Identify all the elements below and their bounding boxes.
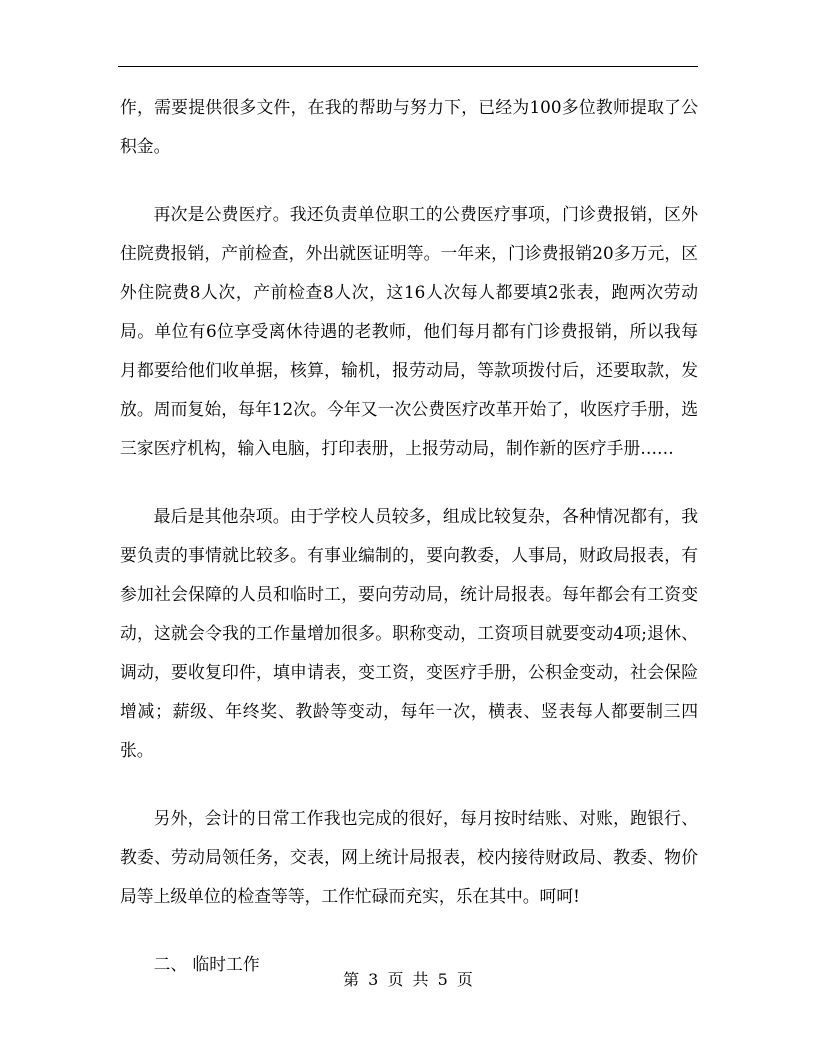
paragraph-daily-accounting: 另外，会计的日常工作我也完成的很好，每月按时结账、对账，跑银行、教委、劳动局领任务，交表，网上统计局报表，校内接待财政局、教委、物价局等上级单位的检查等等，工作忙碌而充实，乐在其中。呵呵! — [120, 808, 698, 906]
paragraph-continuation: 作，需要提供很多文件，在我的帮助与努力下，已经为100多位教师提取了公积金。 — [120, 97, 698, 156]
paragraph-public-medical: 再次是公费医疗。我还负责单位职工的公费医疗事项，门诊费报销，区外住院费报销，产前检查，外出就医证明等。一年来，门诊费报销20多万元，区外住院费8人次，产前检查8人次，这16人次每人都要填2张表，跑两次劳动局。单位有6位享受离休待遇的老教师，他们每月都有门诊费报销，所以我每月都要给他们收单据，核算，输机，报劳动局，等款项拨付后，还要取款，发放。周而复始，每年12次。今年又一次公费医疗改革开始了，收医疗手册，选三家医疗机构，输入电脑，打印表册，上报劳动局，制作新的医疗手册…… — [120, 204, 698, 458]
header-rule — [118, 66, 698, 67]
section-heading-temporary-work: 二、 临时工作 — [153, 954, 260, 974]
page-number: 第 3 页 共 5 页 — [343, 970, 473, 989]
document-body — [120, 88, 698, 984]
paragraph-misc-items: 最后是其他杂项。由于学校人员较多，组成比较复杂，各种情况都有，我要负责的事情就比较多。有事业编制的，要向教委，人事局，财政局报表，有参加社会保障的人员和临时工，要向劳动局，统计局报表。每年都会有工资变动，这就会令我的工作量增加很多。职称变动，工资项目就要变动4项;退休、调动，要收复印件，填申请表，变工资，变医疗手册，公积金变动，社会保险增减；薪级、年终奖、教龄等变动，每年一次，横表、竖表每人都要制三四张。 — [120, 506, 698, 760]
